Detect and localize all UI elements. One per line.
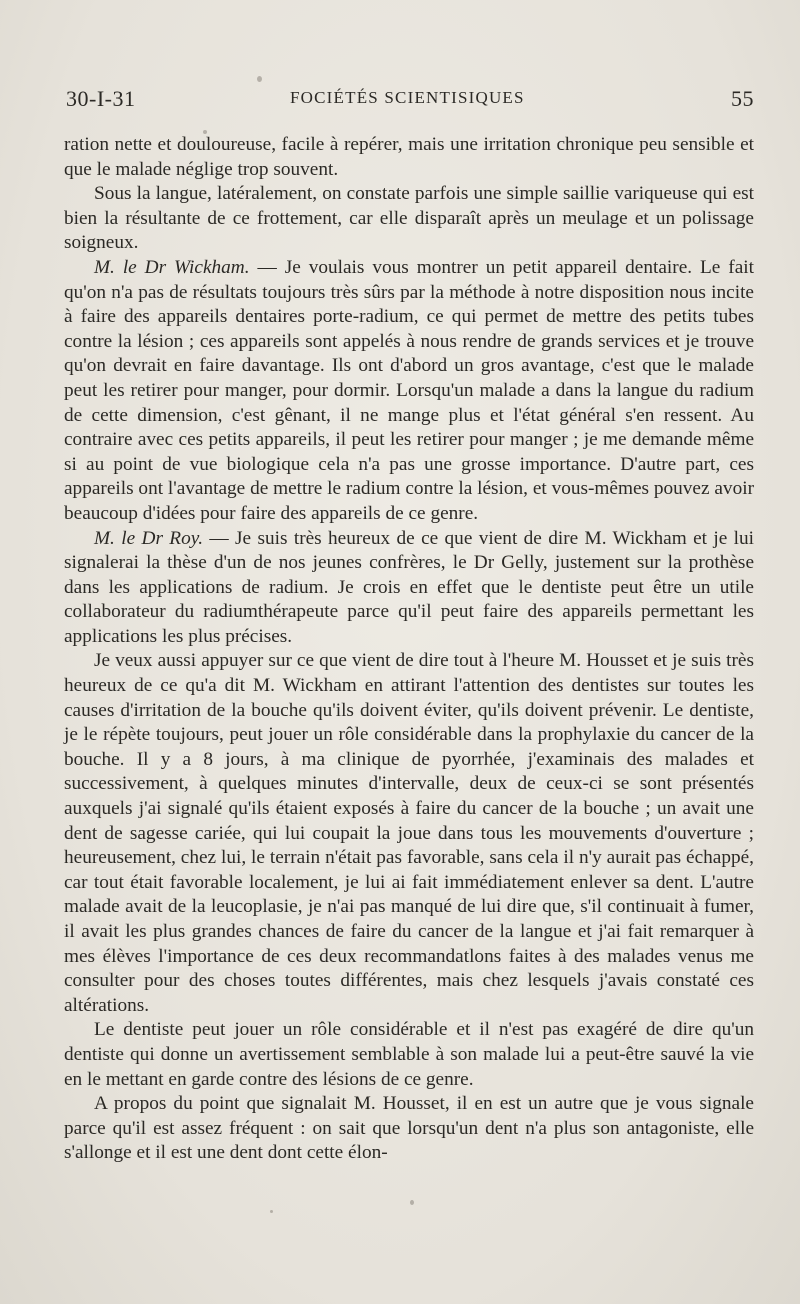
speaker-label: M. le Dr Wickham.: [94, 256, 250, 278]
body-text: [64, 133, 754, 1166]
paragraph-1: [64, 133, 754, 182]
paper-speck: [203, 130, 207, 134]
paragraph-5: [64, 649, 754, 1018]
header-date: 30-I-31: [66, 86, 136, 111]
paragraph-text: Je veux aussi appuyer sur ce que vient de dire tout à l'heure M. Housset et je suis très heureux de ce qu'a dit M. Wickham en attirant l'attention des dentistes sur toutes les causes d'irritation de la bouche qu'ils doivent éviter, qu'ils doivent prévenir. Le dentiste, je le répète toujours, peut jouer un rôle considérable dans la prophylaxie du cancer de la bouche. Il y a 8 jours, à ma clinique de pyorrhée, j'examinais des malades et successivement, à quelques minutes d'intervalle, deux de ceux-ci se sont présentés auxquels j'ai signalé qu'ils étaient exposés à faire du cancer de la bouche ; un avait une dent de sagesse cariée, qui lui coupait la joue dans tous les mouvements d'ouverture ; heureusement, chez lui, le terrain n'était pas favorable, sans cela il n'y aurait pas échappé, car tout était favorable localement, je lui ai fait immédiatement enlever sa dent. L'autre malade avait de la leucoplasie, je n'ai pas manqué de lui dire que, s'il continuait à fumer, il avait les plus grandes chances de faire du cancer de la langue et j'ai fait remarquer à mes élèves l'importance de ces deux recommandatlons faites à des malades venus me consulter pour des choses toutes différentes, mais chez lesquels j'avais constaté ces altérations.: [64, 650, 754, 1016]
paragraph-7: [64, 1092, 754, 1166]
speaker-label: M. le Dr Roy.: [94, 527, 204, 549]
running-header: [66, 86, 754, 116]
paragraph-3: [64, 256, 754, 527]
paragraph-text: ration nette et douloureuse, facile à repérer, mais une irritation chronique peu sensible et que le malade néglige trop souvent.: [64, 134, 754, 180]
paper-speck: [410, 1200, 414, 1205]
paragraph-text: — Je suis très heureux de ce que vient de dire M. Wickham et je lui signalerai la thèse d'un de nos jeunes confrères, le Dr Gelly, justement sur la prothèse dans les applications de radium. Je crois en effet que le dentiste peut être un utile collaborateur du radiumthérapeute parce qu'il peut faire des appareils permettant les applications les plus précises.: [64, 527, 754, 647]
page-number: 55: [731, 86, 754, 111]
paper-speck: [270, 1210, 273, 1213]
paragraph-text: A propos du point que signalait M. Housset, il en est un autre que je vous signale parce qu'il est assez fréquent : on sait que lorsqu'un dent n'a plus son antagoniste, elle s'allonge et il est une dent dont cette élon-: [64, 1093, 754, 1164]
paragraph-text: — Je voulais vous montrer un petit appareil dentaire. Le fait qu'on n'a pas de résultats toujours très sûrs par la méthode à notre disposition nous incite à faire des appareils dentaires porte-radium, ce qui permet de mettre des petits tubes contre la lésion ; ces appareils sont appelés à nous rendre de grands services et je trouve qu'on devrait en faire davantage. Ils ont d'abord un gros avantage, c'est que le malade peut les retirer pour manger, pour dormir. Lorsqu'un malade a dans la langue du radium de cette dimension, c'est gênant, il ne mange plus et l'état général s'en ressent. Au contraire avec ces petits appareils, il peut les retirer pour manger ; je me demande même si au point de vue biologique cela n'a pas une grosse importance. D'autre part, ces appareils ont l'avantage de mettre le radium contre la lésion, et vous-mêmes pouvez avoir beaucoup d'idées pour faire des appareils de ce genre.: [64, 256, 754, 524]
paragraph-2: [64, 182, 754, 256]
paragraph-text: Le dentiste peut jouer un rôle considérable et il n'est pas exagéré de dire qu'un dentiste qui donne un avertissement semblable à son malade lui a peut-être sauvé la vie en le mettant en garde contre des lésions de ce genre.: [64, 1019, 754, 1090]
paragraph-4: [64, 527, 754, 650]
header-running-title: FOCIÉTÉS SCIENTISIQUES: [290, 88, 525, 107]
paragraph-text: Sous la langue, latéralement, on constate parfois une simple saillie variqueuse qui est bien la résultante de ce frottement, car elle disparaît après un meulage et un polissage soigneux.: [64, 183, 754, 254]
paper-speck: [257, 76, 262, 82]
paragraph-6: [64, 1018, 754, 1092]
